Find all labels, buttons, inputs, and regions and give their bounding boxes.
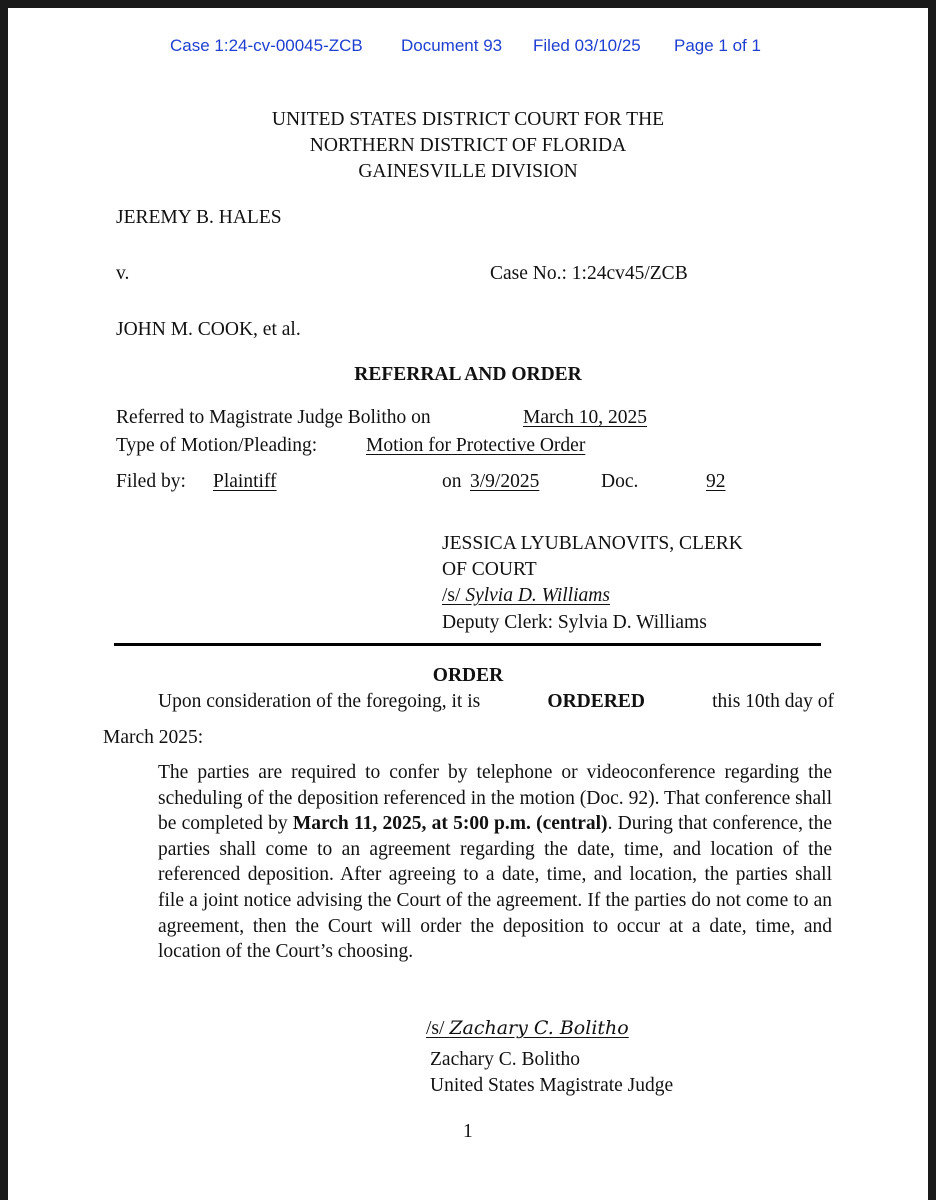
order-title: ORDER bbox=[432, 665, 504, 686]
type-label: Type of Motion/Pleading: bbox=[116, 435, 318, 456]
filed-date-header: Filed 03/10/25 bbox=[533, 36, 641, 55]
order-intro-post: this 10th day of bbox=[712, 691, 834, 712]
order-deadline: March 11, 2025, at 5:00 p.m. (central) bbox=[292, 813, 608, 835]
page-count-header: Page 1 of 1 bbox=[674, 36, 761, 55]
clerk-line2: OF COURT bbox=[442, 559, 537, 580]
referred-label: Referred to Magistrate Judge Bolitho on bbox=[116, 407, 431, 428]
case-number-header: Case 1:24-cv-00045-ZCB bbox=[170, 36, 363, 55]
plaintiff-name: JEREMY B. HALES bbox=[116, 207, 282, 228]
case-number: Case No.: 1:24cv45/ZCB bbox=[490, 263, 688, 284]
order-intro-pre: Upon consideration of the foregoing, it is bbox=[158, 691, 481, 712]
document-page bbox=[8, 8, 928, 1200]
clerk-signature bbox=[442, 585, 610, 607]
doc-label: Doc. bbox=[601, 471, 639, 492]
referral-title: REFERRAL AND ORDER bbox=[354, 364, 582, 385]
order-intro bbox=[158, 691, 834, 713]
judge-signature-prefix: /s/ bbox=[426, 1018, 445, 1039]
document-number-header: Document 93 bbox=[401, 36, 503, 55]
deputy-clerk: Deputy Clerk: Sylvia D. Williams bbox=[442, 612, 707, 633]
clerk-line1: JESSICA LYUBLANOVITS, CLERK bbox=[442, 533, 743, 554]
defendant-name: JOHN M. COOK, et al. bbox=[116, 319, 301, 340]
clerk-signature-name: Sylvia D. Williams bbox=[465, 585, 610, 606]
filed-by-value: Plaintiff bbox=[213, 471, 277, 492]
order-body-part1: The parties are required to confer by telephone or videoconference regarding the scheduling of the deposition referenced in the motion (Doc. 92). That conference shall be completed by bbox=[158, 762, 832, 835]
order-body-paragraph bbox=[158, 760, 832, 965]
motion-type: Motion for Protective Order bbox=[366, 435, 586, 456]
order-intro-date: March 2025: bbox=[103, 727, 204, 748]
court-division: GAINESVILLE DIVISION bbox=[358, 161, 578, 182]
referred-date: March 10, 2025 bbox=[523, 407, 648, 428]
judge-signature bbox=[426, 1017, 629, 1040]
doc-number: 92 bbox=[706, 471, 726, 492]
court-name-line1: UNITED STATES DISTRICT COURT FOR THE bbox=[271, 109, 665, 130]
page-number: 1 bbox=[463, 1121, 473, 1142]
clerk-signature-prefix: /s/ bbox=[442, 585, 461, 606]
order-intro-ordered: ORDERED bbox=[547, 691, 645, 712]
judge-title: United States Magistrate Judge bbox=[430, 1075, 674, 1096]
on-label: on bbox=[442, 471, 462, 492]
court-name-line2: NORTHERN DISTRICT OF FLORIDA bbox=[309, 135, 627, 156]
filed-on-date: 3/9/2025 bbox=[470, 471, 540, 492]
order-body-part2: . During that conference, the parties shall come to an agreement regarding the date, time, and location of the referenced deposition. After agreeing to a date, time, and location, the parties shall file a joint notice advising the Court of the agreement. If the parties do not come to an agreement, then the Court will order the deposition to occur at a date, time, and location of the Court’s choosing. bbox=[158, 813, 833, 963]
filed-by-label: Filed by: bbox=[116, 471, 186, 492]
versus: v. bbox=[116, 263, 130, 284]
section-divider bbox=[114, 643, 821, 646]
judge-name: Zachary C. Bolitho bbox=[430, 1049, 581, 1070]
judge-signature-script: Zachary C. Bolitho bbox=[449, 1017, 629, 1039]
